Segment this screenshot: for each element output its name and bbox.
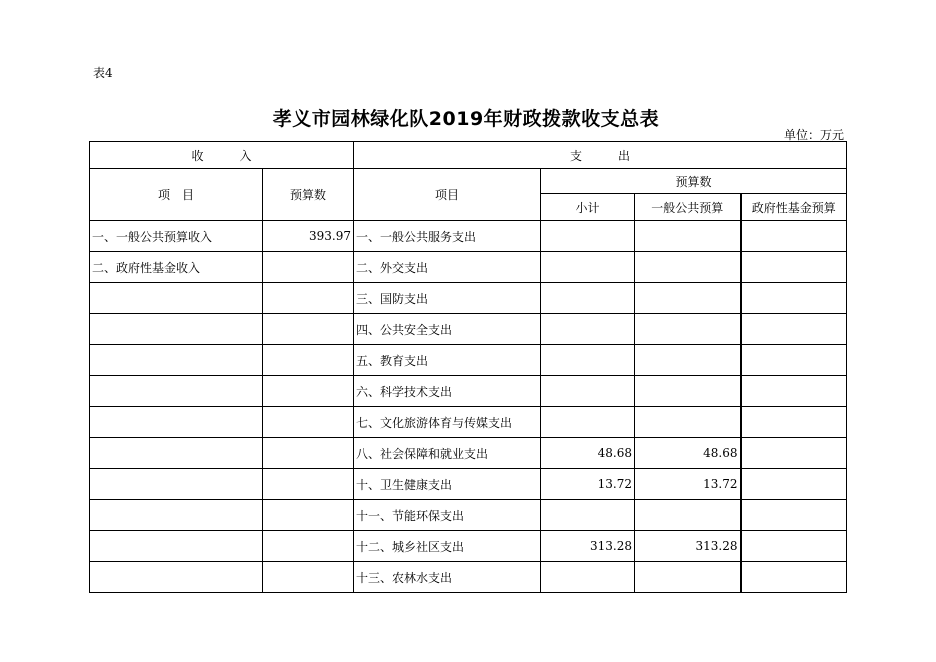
table-row [90, 345, 847, 376]
table-row [90, 438, 847, 469]
expense-item-cell: 一、一般公共服务支出 [354, 221, 541, 252]
general-budget-cell: 13.72 [635, 469, 741, 500]
expense-item-cell: 二、外交支出 [354, 252, 541, 283]
income-item-cell [90, 314, 263, 345]
expense-item-cell: 十一、节能环保支出 [354, 500, 541, 531]
income-item-cell [90, 562, 263, 593]
table-row [90, 407, 847, 438]
general-budget-cell [635, 407, 741, 438]
income-item-cell [90, 438, 263, 469]
general-budget-cell [635, 562, 741, 593]
expense-item-cell: 七、文化旅游体育与传媒支出 [354, 407, 541, 438]
income-value-cell [263, 345, 354, 376]
income-item-header: 项 目 [90, 169, 263, 221]
fund-budget-cell [741, 562, 847, 593]
table-row [90, 562, 847, 593]
subtotal-cell [541, 283, 635, 314]
general-budget-cell [635, 283, 741, 314]
fund-budget-cell [741, 221, 847, 252]
income-item-cell: 一、一般公共预算收入 [90, 221, 263, 252]
subtotal-cell: 13.72 [541, 469, 635, 500]
income-value-cell [263, 438, 354, 469]
income-value-cell [263, 407, 354, 438]
general-budget-cell [635, 345, 741, 376]
income-item-cell [90, 531, 263, 562]
expense-item-cell: 五、教育支出 [354, 345, 541, 376]
general-budget-cell [635, 314, 741, 345]
fund-budget-cell [741, 252, 847, 283]
budget-group-header: 预算数 [541, 169, 847, 194]
subtotal-cell [541, 221, 635, 252]
income-header: 收 入 [90, 142, 354, 169]
income-item-cell [90, 283, 263, 314]
fund-budget-cell [741, 407, 847, 438]
table-row [90, 221, 847, 252]
expense-item-cell: 八、社会保障和就业支出 [354, 438, 541, 469]
general-budget-cell [635, 500, 741, 531]
expense-item-cell: 十、卫生健康支出 [354, 469, 541, 500]
fund-budget-cell [741, 531, 847, 562]
general-budget-cell: 48.68 [635, 438, 741, 469]
income-budget-header: 预算数 [263, 169, 354, 221]
fund-budget-cell [741, 345, 847, 376]
table-row [90, 376, 847, 407]
fund-budget-cell [741, 283, 847, 314]
expense-item-cell: 六、科学技术支出 [354, 376, 541, 407]
table-row [90, 314, 847, 345]
unit-label: 单位：万元 [783, 128, 844, 142]
table-row [90, 531, 847, 562]
income-item-cell [90, 500, 263, 531]
expense-header: 支 出 [354, 142, 847, 169]
income-value-cell [263, 376, 354, 407]
expense-item-cell: 十二、城乡社区支出 [354, 531, 541, 562]
income-value-cell [263, 500, 354, 531]
subtotal-cell [541, 314, 635, 345]
income-value-cell [263, 252, 354, 283]
income-item-cell: 二、政府性基金收入 [90, 252, 263, 283]
subtotal-cell [541, 345, 635, 376]
income-value-cell [263, 531, 354, 562]
fund-budget-cell [741, 376, 847, 407]
table-row [90, 283, 847, 314]
general-budget-cell [635, 221, 741, 252]
table-row [90, 500, 847, 531]
income-item-cell [90, 407, 263, 438]
income-value-cell [263, 283, 354, 314]
expense-item-cell: 三、国防支出 [354, 283, 541, 314]
expense-item-cell: 四、公共安全支出 [354, 314, 541, 345]
header-row-1 [90, 142, 847, 169]
income-value-cell [263, 314, 354, 345]
income-item-cell [90, 345, 263, 376]
subtotal-cell [541, 407, 635, 438]
subtotal-header: 小计 [541, 194, 635, 221]
income-value-cell: 393.97 [263, 221, 354, 252]
income-item-cell [90, 376, 263, 407]
general-budget-cell [635, 376, 741, 407]
header-row-2 [90, 169, 847, 194]
expense-item-cell: 十三、农林水支出 [354, 562, 541, 593]
fund-budget-cell [741, 314, 847, 345]
general-budget-cell: 313.28 [635, 531, 741, 562]
subtotal-cell [541, 376, 635, 407]
page-title-text: 孝义市园林绿化队2019年财政拨款收支总表 [272, 108, 660, 130]
table-row [90, 252, 847, 283]
subtotal-cell [541, 562, 635, 593]
expense-item-header: 项目 [354, 169, 541, 221]
general-budget-cell [635, 252, 741, 283]
fund-budget-header: 政府性基金预算 [741, 194, 847, 221]
subtotal-cell [541, 500, 635, 531]
income-value-cell [263, 562, 354, 593]
income-item-cell [90, 469, 263, 500]
income-value-cell [263, 469, 354, 500]
budget-table [89, 141, 847, 593]
fund-budget-cell [741, 500, 847, 531]
table-row [90, 469, 847, 500]
table-body [90, 221, 847, 593]
fund-budget-cell [741, 469, 847, 500]
subtotal-cell [541, 252, 635, 283]
fund-budget-cell [741, 438, 847, 469]
subtotal-cell: 48.68 [541, 438, 635, 469]
table-label: 表4 [93, 66, 113, 80]
general-budget-header: 一般公共预算 [635, 194, 741, 221]
subtotal-cell: 313.28 [541, 531, 635, 562]
